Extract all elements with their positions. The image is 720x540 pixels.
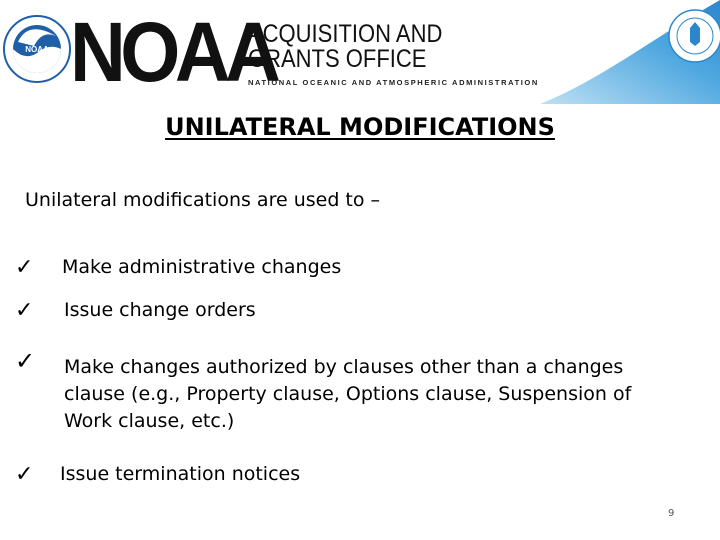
bullet-text: Issue termination notices: [60, 463, 301, 485]
noaa-logo-text: NOAA: [70, 5, 276, 99]
slide-title: UNILATERAL MODIFICATIONS: [165, 113, 555, 141]
header-banner: [0, 0, 720, 104]
doc-seal-icon: [540, 0, 720, 104]
bullet-text: Issue change orders: [64, 299, 256, 321]
office-name: [248, 22, 442, 72]
check-icon: ✓: [15, 347, 36, 375]
page-number: 9: [668, 508, 675, 519]
office-line-2: GRANTS OFFICE: [248, 45, 427, 73]
svg-text:NOAA: NOAA: [25, 45, 49, 54]
check-icon: ✓: [15, 462, 34, 487]
bullet-text: Make administrative changes: [62, 256, 342, 278]
admin-line: NATIONAL OCEANIC AND ATMOSPHERIC ADMINISTRATION: [248, 78, 539, 87]
bullet-item: [15, 297, 256, 324]
bullet-item: [15, 461, 301, 488]
intro-text: Unilateral modifications are used to –: [25, 189, 381, 211]
noaa-seal-icon: [2, 2, 72, 98]
office-line-1: ACQUISITION AND: [248, 20, 443, 48]
bullet-text: Make changes authorized by clauses other than a changes clause (e.g., Property clause, Options clause, Suspension of Work clause, etc.): [64, 356, 632, 432]
bullet-item: [15, 347, 684, 435]
bullet-item: [15, 254, 342, 281]
check-icon: ✓: [15, 255, 34, 280]
check-icon: ✓: [15, 298, 34, 323]
